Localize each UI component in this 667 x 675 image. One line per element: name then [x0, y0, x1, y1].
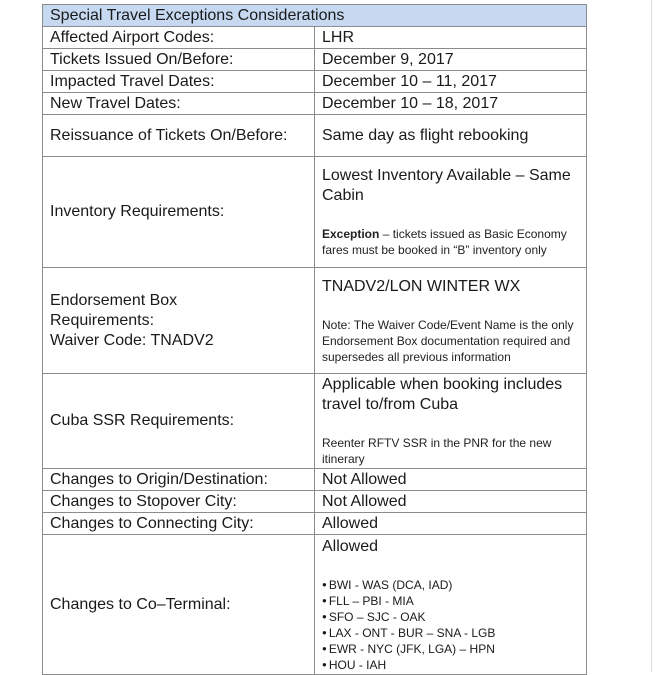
- row-value: December 10 – 18, 2017: [315, 93, 587, 115]
- bullet-icon: ●: [322, 627, 327, 637]
- row-label: Changes to Origin/Destination:: [43, 469, 315, 491]
- bullet-icon: ●: [322, 579, 327, 589]
- list-item: [322, 641, 586, 657]
- exception-text: – tickets issued as Basic Economy fares must be booked in “B” inventory only: [322, 227, 567, 257]
- title-row: [43, 5, 587, 27]
- row-value: Not Allowed: [315, 469, 587, 491]
- coterminal-city-list: [322, 577, 586, 673]
- table-title: Special Travel Exceptions Considerations: [43, 5, 587, 27]
- bullet-icon: ●: [322, 595, 327, 605]
- list-item: [322, 625, 586, 641]
- cuba-value: Applicable when booking includes travel to/from Cuba: [322, 376, 563, 413]
- endorsement-row: [43, 268, 587, 374]
- table-row: [43, 93, 587, 115]
- endorsement-note: Note: The Waiver Code/Event Name is the only Endorsement Box documentation required and supersedes all previous information: [322, 317, 574, 364]
- row-label: Impacted Travel Dates:: [43, 71, 315, 93]
- special-travel-exceptions-table: [42, 4, 587, 675]
- cuba-note: Reenter RFTV SSR in the PNR for the new itinerary: [322, 436, 552, 466]
- row-label: Affected Airport Codes:: [43, 27, 315, 49]
- inventory-value: Lowest Inventory Available – Same Cabin: [322, 167, 571, 204]
- bullet-icon: ●: [322, 659, 327, 669]
- table-row: [43, 469, 587, 491]
- endorsement-label-cell: [43, 268, 315, 374]
- row-value: Not Allowed: [315, 491, 587, 513]
- city-group: SFO – SJC - OAK: [328, 609, 426, 624]
- inventory-label: Inventory Requirements:: [43, 157, 315, 268]
- cuba-value-cell: [315, 374, 587, 469]
- city-group: BWI - WAS (DCA, IAD): [328, 577, 453, 592]
- row-value: Allowed: [315, 513, 587, 535]
- list-item: [322, 609, 586, 625]
- row-label: New Travel Dates:: [43, 93, 315, 115]
- waiver-code-label: Waiver Code: TNADV2: [50, 331, 214, 349]
- table-row: [43, 513, 587, 535]
- bullet-icon: ●: [322, 611, 327, 621]
- city-group: EWR - NYC (JFK, LGA) – HPN: [328, 641, 495, 656]
- row-label: Reissuance of Tickets On/Before:: [43, 115, 315, 157]
- table-row: [43, 491, 587, 513]
- list-item: [322, 577, 586, 593]
- row-value: December 10 – 11, 2017: [315, 71, 587, 93]
- inventory-value-cell: [315, 157, 587, 268]
- row-value: Same day as flight rebooking: [315, 115, 587, 157]
- coterminal-value-cell: [315, 535, 587, 675]
- row-label: Tickets Issued On/Before:: [43, 49, 315, 71]
- city-group: HOU - IAH: [328, 657, 387, 672]
- cuba-row: [43, 374, 587, 469]
- row-value: December 9, 2017: [315, 49, 587, 71]
- table-row: [43, 49, 587, 71]
- inventory-note: [322, 226, 586, 258]
- endorsement-label: Endorsement Box Requirements:: [50, 291, 178, 329]
- bullet-icon: ●: [322, 643, 327, 653]
- city-group: FLL – PBI - MIA: [328, 593, 414, 608]
- list-item: [322, 657, 586, 673]
- coterminal-row: [43, 535, 587, 675]
- coterminal-value: Allowed: [322, 537, 379, 555]
- page-edge: [651, 0, 652, 672]
- row-label: Changes to Connecting City:: [43, 513, 315, 535]
- table-row: [43, 115, 587, 157]
- city-group: LAX - ONT - BUR – SNA - LGB: [328, 625, 496, 640]
- table-row: [43, 71, 587, 93]
- table-row: [43, 27, 587, 49]
- list-item: [322, 593, 586, 609]
- cuba-label: Cuba SSR Requirements:: [43, 374, 315, 469]
- row-value: LHR: [315, 27, 587, 49]
- row-label: Changes to Stopover City:: [43, 491, 315, 513]
- endorsement-value: TNADV2/LON WINTER WX: [322, 277, 521, 295]
- inventory-row: [43, 157, 587, 268]
- endorsement-value-cell: [315, 268, 587, 374]
- exception-label: Exception: [322, 227, 380, 241]
- coterminal-label: Changes to Co–Terminal:: [43, 535, 315, 675]
